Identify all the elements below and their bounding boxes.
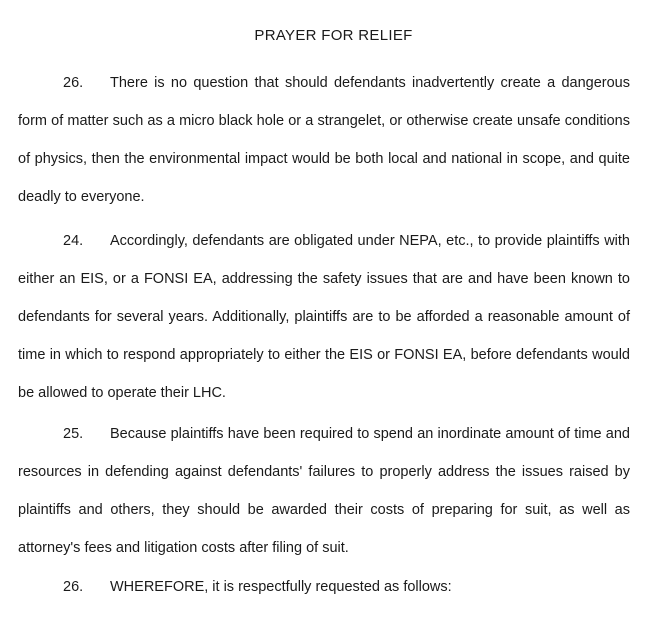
section-title: PRAYER FOR RELIEF: [254, 27, 413, 44]
paragraph-text: Because plaintiffs have been required to spend an inordinate amount of time and resources in defending against defendants' failures to properly address the issues raised by plaintiffs and others, they should be awarded their costs of preparing for suit, as well as attorney's fees and litigation costs after filing of suit.: [18, 426, 630, 556]
paragraph-wherefore: [18, 568, 630, 606]
paragraph-26: [18, 64, 630, 216]
paragraph-text: There is no question that should defendants inadvertently create a dangerous form of matter such as a micro black hole or a strangelet, or otherwise create unsafe conditions of physics, then the environmental impact would be both local and national in scope, and quite deadly to everyone.: [18, 75, 630, 205]
paragraph-text: Accordingly, defendants are obligated under NEPA, etc., to provide plaintiffs with either an EIS, or a FONSI EA, addressing the safety issues that are and have been known to defendants for several years. Additionally, plaintiffs are to be afforded a reasonable amount of time in which to respond appropriately to either the EIS or FONSI EA, before defendants would be allowed to operate their LHC.: [18, 233, 630, 401]
paragraph-25: [18, 415, 630, 567]
paragraph-number: 26.: [63, 579, 84, 595]
paragraph-number: 26.: [63, 75, 84, 91]
paragraph-number: 25.: [63, 426, 84, 442]
paragraph-24: [18, 222, 630, 412]
paragraph-text: WHEREFORE, it is respectfully requested as follows:: [110, 579, 452, 595]
paragraph-number: 24.: [63, 233, 84, 249]
